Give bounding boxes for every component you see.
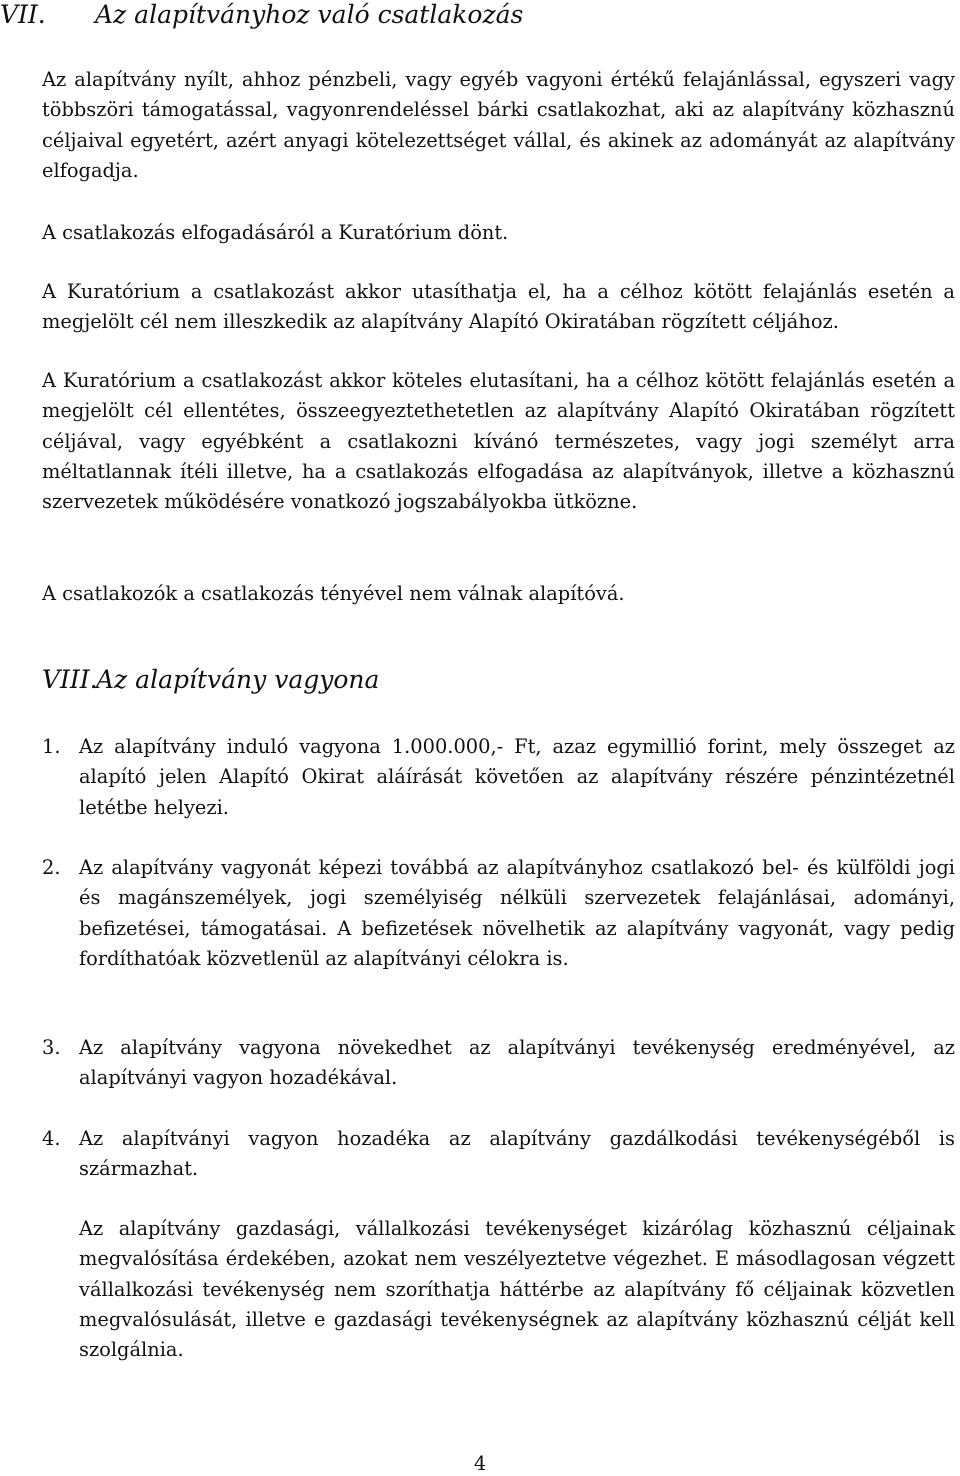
paragraph: A Kuratórium a csatlakozást akkor utasíthatja el, ha a célhoz kötött felajánlás esetén a megjelölt cél nem illeszkedik az alapítvány Alapító Okiratában rögzített céljához. <box>42 280 955 334</box>
paragraph: Az alapítvány nyílt, ahhoz pénzbeli, vagy egyéb vagyoni értékű felajánlással, egyszeri vagy többszöri támogatással, vagyonrendeléssel bárki csatlakozhat, aki az alapítvány közhasznú céljaival egyetért, azért anyagi kötelezettséget vállal, és akinek az adományát az alapítvány elfogadja. <box>42 68 955 182</box>
section-title: Az alapítvány vagyona <box>96 665 380 694</box>
list-item-text: Az alapítvány vagyona növekedhet az alapítványi tevékenység eredményével, az alapítványi vagyon hozadékával. <box>79 1036 955 1090</box>
list-item-number: 2. <box>42 856 61 879</box>
list-item-number: 1. <box>42 735 61 758</box>
page-number: 4 <box>473 1452 487 1475</box>
list-item-text: Az alapítványi vagyon hozadéka az alapítvány gazdálkodási tevékenységéből is származhat. <box>79 1127 955 1181</box>
paragraph: A csatlakozók a csatlakozás tényével nem válnak alapítóvá. <box>42 582 625 605</box>
section-number: VIII. <box>42 665 98 694</box>
paragraph: A Kuratórium a csatlakozást akkor köteles elutasítani, ha a célhoz kötött felajánlás esetén a megjelölt cél ellentétes, összeegyeztethetetlen az alapítvány Alapító Okiratában rögzített céljával, vagy egyébként a csatlakozni kívánó természetes, vagy jogi személyt arra méltatlannak ítéli illetve, ha a csatlakozás elfogadása az alapítványok, illetve a közhasznú szervezetek működésére vonatkozó jogszabályokba ütközne. <box>42 369 955 514</box>
list-item-text: Az alapítvány induló vagyona 1.000.000,- Ft, azaz egymillió forint, mely összeget az alapító jelen Alapító Okirat aláírását követően az alapítvány részére pénzintézetnél letétbe helyezi. <box>79 735 955 819</box>
section-number: VII. <box>0 0 46 29</box>
section-title: Az alapítványhoz való csatlakozás <box>95 0 524 29</box>
closing-paragraph: Az alapítvány gazdasági, vállalkozási tevékenységet kizárólag közhasznú céljainak megvalósítása érdekében, azokat nem veszélyeztetve végezhet. E másodlagosan végzett vállalkozási tevékenység nem szoríthatja háttérbe az alapítvány fő céljainak közvetlen megvalósulását, illetve e gazdasági tevékenységnek az alapítvány közhasznú célját kell szolgálnia. <box>79 1217 955 1362</box>
list-item-number: 4. <box>42 1127 61 1150</box>
list-item-text: Az alapítvány vagyonát képezi továbbá az alapítványhoz csatlakozó bel- és külföldi jogi és magánszemélyek, jogi személyiség nélküli szervezetek felajánlásai, adományi, befizetései, támogatásai. A befizetések növelhetik az alapítvány vagyonát, vagy pedig fordíthatóak közvetlenül az alapítványi célokra is. <box>79 856 955 970</box>
list-item-number: 3. <box>42 1036 61 1059</box>
paragraph: A csatlakozás elfogadásáról a Kuratórium dönt. <box>42 221 509 244</box>
